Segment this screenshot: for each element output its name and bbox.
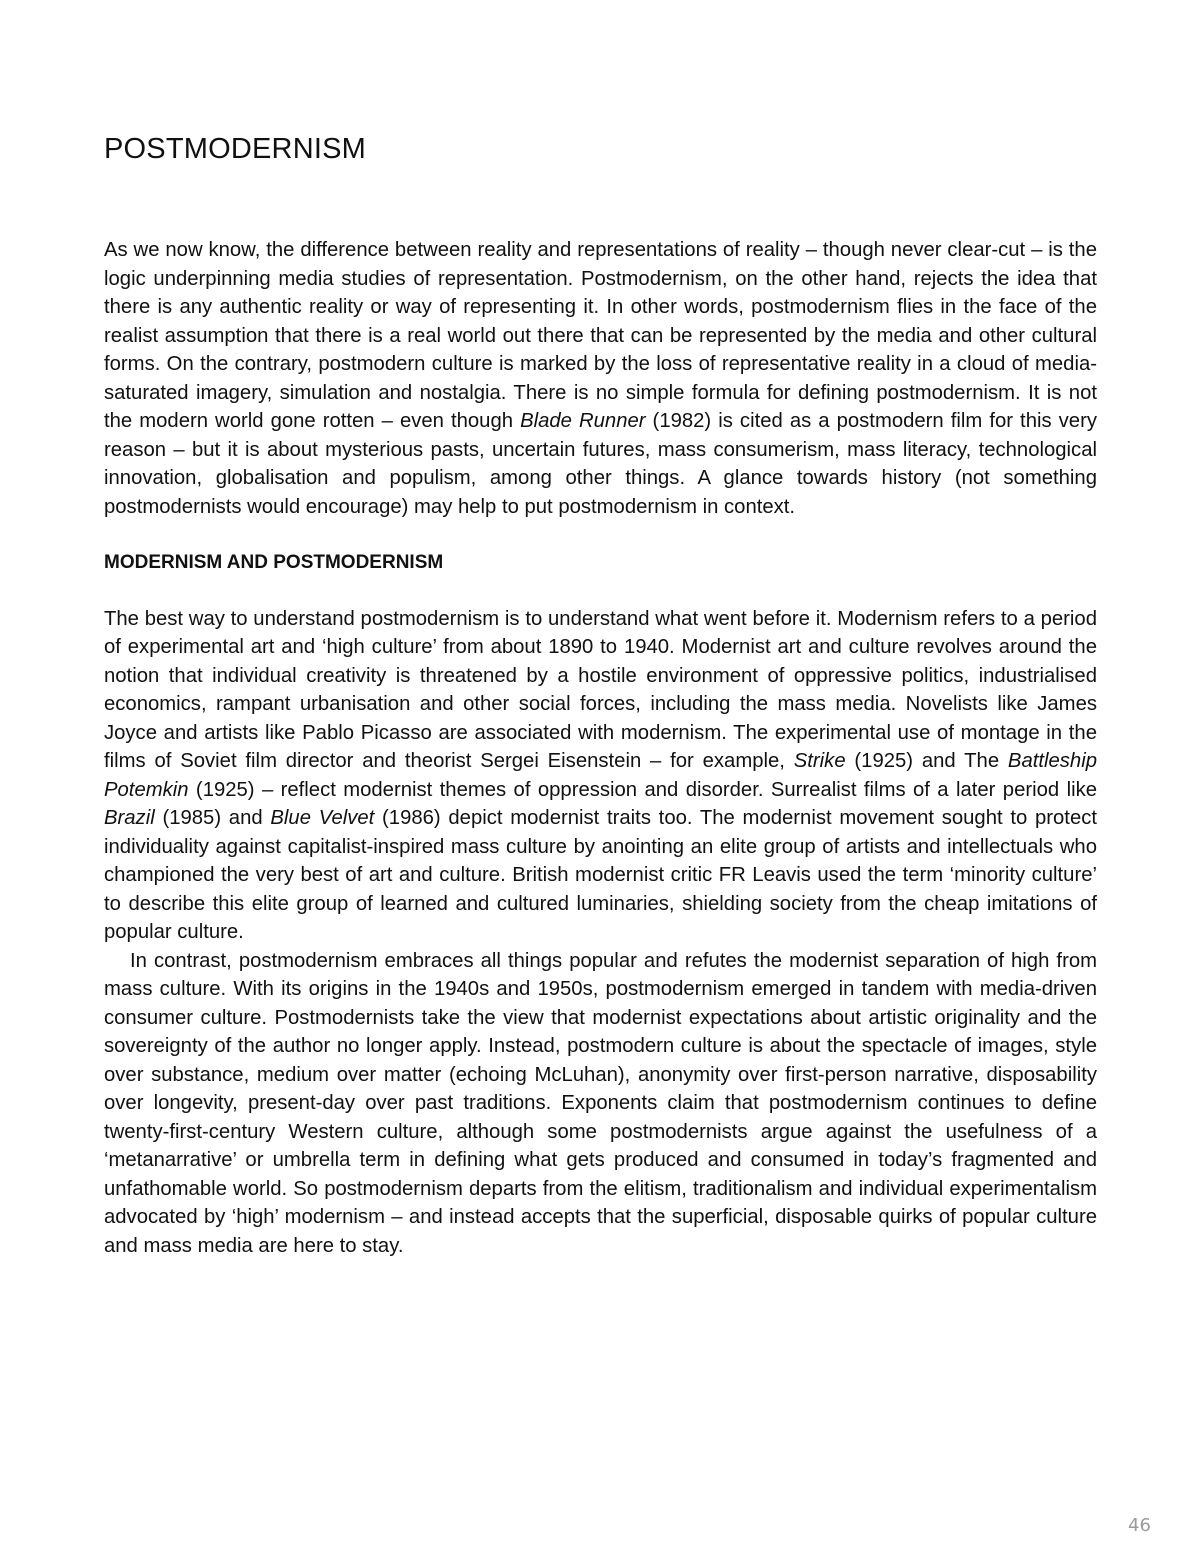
text-run: As we now know, the difference between reality and representations of reality – though never clear-cut – is the logic underpinning media studies of representation. Postmodernism, on the other hand, rejects the idea that there is any authentic reality or way of representing it. In other words, postmodernism flies in the face of the realist assumption that there is a real world out there that can be represented by the media and other cultural forms. On the contrary, postmodern culture is marked by the loss of representative reality in a cloud of media-saturated imagery, simulation and nostalgia. There is no simple formula for defining postmodernism. It is not the modern world gone rotten – even though — [104, 239, 1097, 432]
paragraph-intro — [104, 236, 1097, 521]
film-title: Brazil — [104, 807, 155, 829]
text-run: (1986) depict modernist traits too. The modernist movement sought to protect individuality against capitalist-inspired mass culture by anointing an elite group of artists and intellectuals who championed the very best of art and culture. British modernist critic FR Leavis used the term ‘minority culture’ to describe this elite group of learned and cultured luminaries, shielding society from the cheap imitations of popular culture. — [104, 807, 1097, 943]
text-run: (1985) and — [154, 807, 271, 829]
page-number: 46 — [1128, 1515, 1151, 1536]
paragraph-postmodernism: In contrast, postmodernism embraces all things popular and refutes the modernist separation of high from mass culture. With its origins in the 1940s and 1950s, postmodernism emerged in tandem with media-driven consumer culture. Postmodernists take the view that modernist expectations about artistic originality and the sovereignty of the author no longer apply. Instead, postmodern culture is about the spectacle of images, style over substance, medium over matter (echoing McLuhan), anonymity over first-person narrative, disposability over longevity, present-day over past traditions. Exponents claim that postmodernism continues to define twenty-first-century Western culture, although some postmodernists argue against the usefulness of a ‘metanarrative’ or umbrella term in defining what gets produced and consumed in today’s fragmented and unfathomable world. So postmodernism departs from the elitism, traditionalism and individual experimentalism advocated by ‘high’ modernism – and instead accepts that the superficial, disposable quirks of popular culture and mass media are here to stay. — [104, 949, 1097, 1257]
page-title: POSTMODERNISM — [104, 133, 366, 165]
paragraph-modernism — [104, 605, 1097, 947]
film-title: Blue Velvet — [270, 807, 375, 829]
text-run: (1925) – reflect modernist themes of oppression and disorder. Surrealist films of a later period like — [188, 778, 1097, 801]
section-heading: MODERNISM AND POSTMODERNISM — [104, 552, 444, 573]
body-text — [104, 236, 1097, 1260]
film-title: Blade Runner — [520, 410, 646, 432]
text-run: The best way to understand postmodernism is to understand what went before it. Modernism refers to a period of experimental art and ‘high culture’ from about 1890 to 1940. Modernist art and culture revolves around the notion that individual creativity is threatened by a hostile environment of oppressive politics, industrialised economics, rampant urbanisation and other social forces, including the mass media. Novelists like James Joyce and artists like Pablo Picasso are associated with modernism. The experimental use of montage in the films of Soviet film director and theorist Sergei Eisenstein – for example, — [104, 607, 1097, 772]
text-run: (1925) and The — [845, 750, 1008, 772]
film-title: Strike — [793, 750, 846, 772]
text-run: (1982) is cited as a postmodern film for this very reason – but it is about mysterious pasts, uncertain futures, mass consumerism, mass literacy, technological innovation, globalisation and populism, among other things. A glance towards history (not something postmodernists would encourage) may help to put postmodernism in context. — [104, 410, 1097, 518]
film-title: Battleship Potemkin — [104, 750, 1097, 801]
